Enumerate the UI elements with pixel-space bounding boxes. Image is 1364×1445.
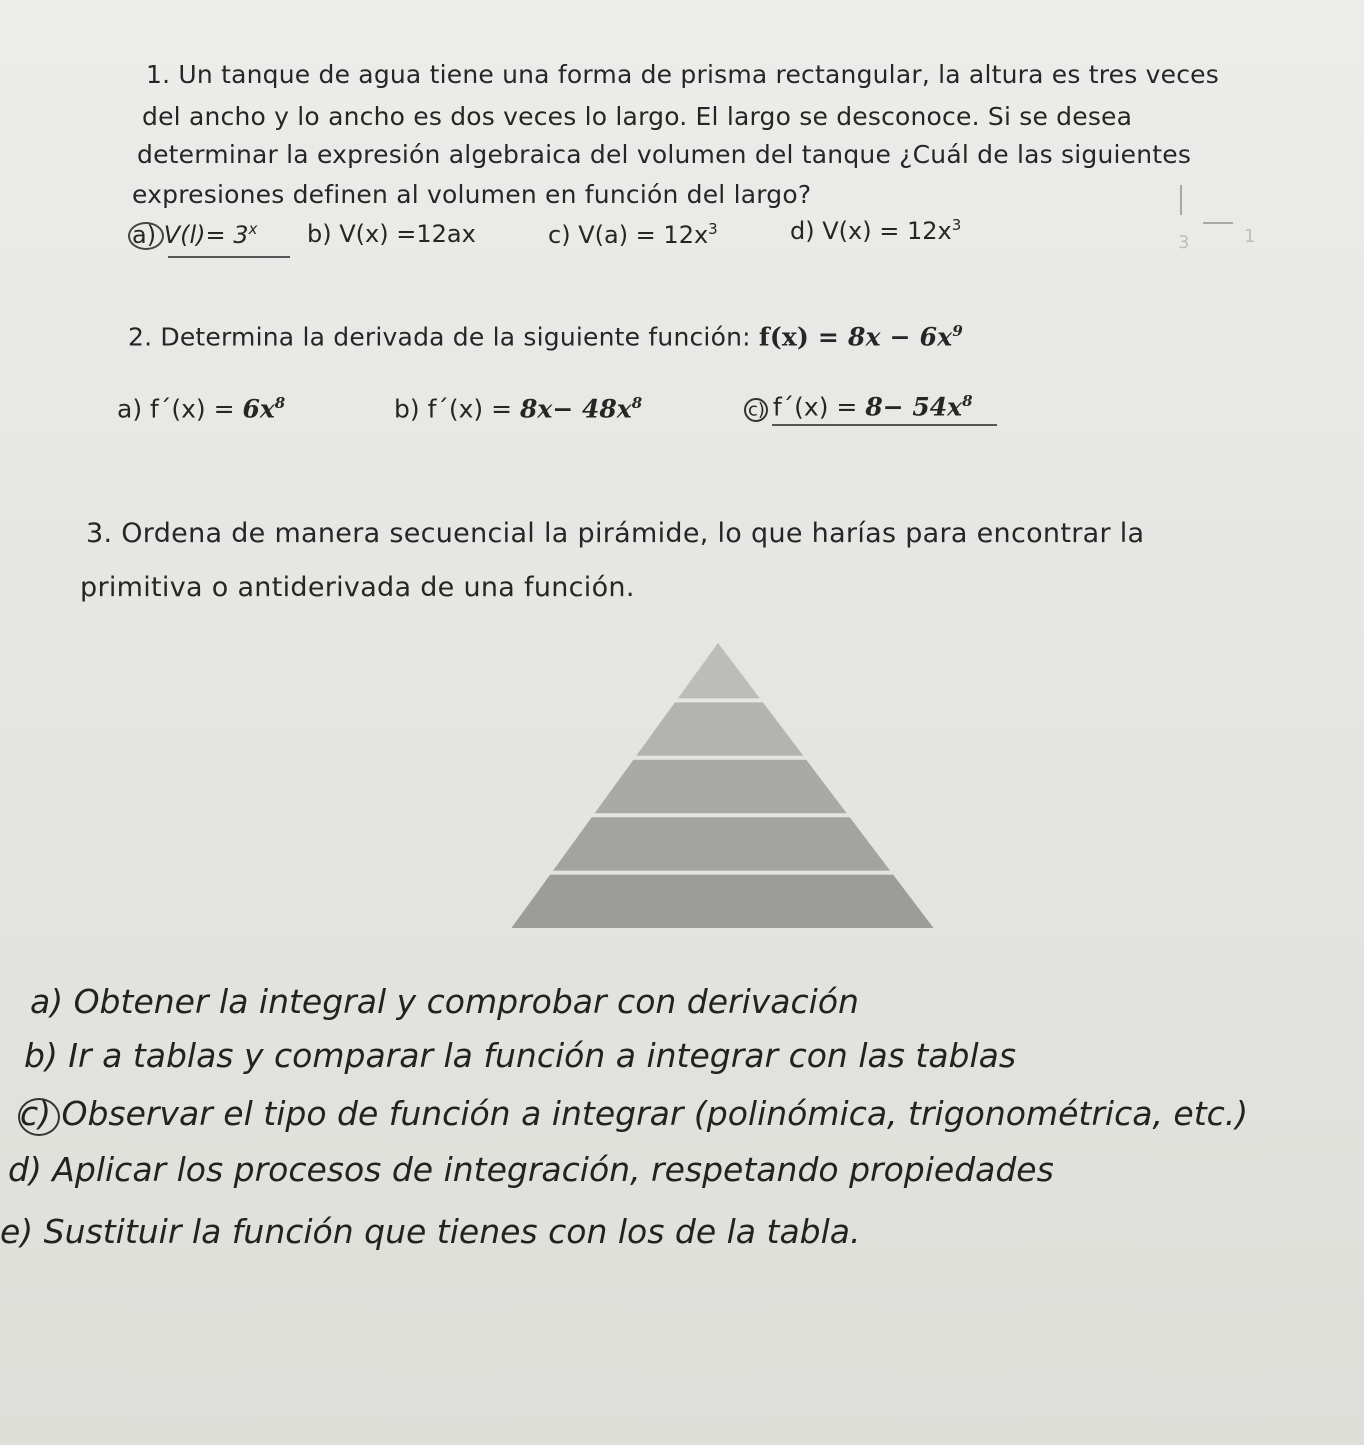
- margin-note-3: 3: [1178, 232, 1190, 253]
- q1-option-c[interactable]: [548, 220, 718, 249]
- step-a: a) Obtener la integral y comprobar con derivación: [30, 982, 859, 1021]
- step-d: d) Aplicar los procesos de integración, respetando propiedades: [8, 1150, 1054, 1189]
- pyramid-level-4: [553, 817, 890, 870]
- q1-option-a-label: a): [132, 221, 157, 249]
- pyramid-level-3: [595, 760, 847, 813]
- q2-option-a-expr: 6x: [242, 394, 275, 424]
- q1-answer-underline: [168, 256, 290, 258]
- q2-prompt-text: 2. Determina la derivada de la siguiente función:: [128, 322, 759, 352]
- q1-option-d-text: V(x) = 12x: [822, 217, 952, 245]
- q2-function-expr: 8x − 6x: [847, 322, 953, 352]
- q1-option-a-text: V(l)= 3: [163, 221, 249, 249]
- q1-line-1: 1. Un tanque de agua tiene una forma de prisma rectangular, la altura es tres veces: [146, 60, 1219, 89]
- q2-prompt: [128, 322, 963, 351]
- q2-answer-underline: [772, 424, 997, 426]
- q2-option-b-expr: 8x− 48x: [520, 394, 632, 424]
- step-b: b) Ir a tablas y comparar la función a integrar con las tablas: [24, 1036, 1017, 1075]
- q2-option-c-sup: 8: [962, 392, 973, 410]
- q2-option-a[interactable]: [117, 394, 285, 423]
- pencil-stroke: [1203, 222, 1233, 224]
- q2-option-c[interactable]: [748, 392, 973, 421]
- q2-option-a-sup: 8: [274, 394, 286, 412]
- q1-option-c-sup: 3: [708, 220, 718, 238]
- q3-line-1: 3. Ordena de manera secuencial la pirámide, lo que harías para encontrar la: [86, 518, 1145, 549]
- q1-option-c-label: c): [548, 221, 571, 249]
- q1-option-c-text: V(a) = 12x: [578, 221, 709, 249]
- q2-option-b-lhs: f´(x) =: [427, 394, 521, 424]
- step-c: c) Observar el tipo de función a integrar (polinómica, trigonométrica, etc.): [20, 1094, 1249, 1133]
- q1-option-d[interactable]: [790, 216, 961, 245]
- q1-option-a[interactable]: [132, 220, 257, 249]
- pyramid-level-1: [678, 643, 760, 698]
- step-e: e) Sustituir la función que tienes con los de la tabla.: [0, 1212, 861, 1251]
- q2-option-b[interactable]: [394, 394, 642, 423]
- q2-function-lhs: f(x) =: [758, 322, 848, 352]
- q2-option-b-sup: 8: [631, 394, 643, 412]
- pyramid-level-2: [636, 702, 803, 755]
- q1-option-d-label: d): [790, 217, 815, 245]
- q1-option-d-sup: 3: [951, 216, 962, 234]
- pyramid-level-5: [511, 875, 933, 928]
- q1-line-4: expresiones definen al volumen en función del largo?: [132, 180, 812, 209]
- q1-line-3: determinar la expresión algebraica del volumen del tanque ¿Cuál de las siguientes: [137, 140, 1192, 169]
- q2-option-c-label: c): [748, 399, 765, 421]
- q2-option-b-label: b): [394, 394, 420, 424]
- q2-option-a-lhs: f´(x) =: [150, 394, 243, 424]
- q1-option-b-label: b): [307, 220, 332, 248]
- q1-option-b-text: V(x) =12ax: [339, 220, 476, 248]
- q2-option-c-lhs: f´(x) =: [772, 392, 866, 422]
- q2-option-a-label: a): [117, 394, 143, 424]
- pencil-stroke: [1180, 185, 1182, 215]
- margin-note-1: 1: [1244, 226, 1256, 247]
- q2-function-sup: 9: [952, 322, 963, 340]
- q2-option-c-expr: 8− 54x: [865, 392, 963, 422]
- q3-line-2: primitiva o antiderivada de una función.: [80, 572, 635, 603]
- q1-line-2: del ancho y lo ancho es dos veces lo largo. El largo se desconoce. Si se desea: [142, 102, 1133, 131]
- pyramid-diagram: [500, 635, 950, 945]
- q1-option-b[interactable]: [307, 220, 476, 248]
- q1-option-a-sup: x: [248, 220, 258, 238]
